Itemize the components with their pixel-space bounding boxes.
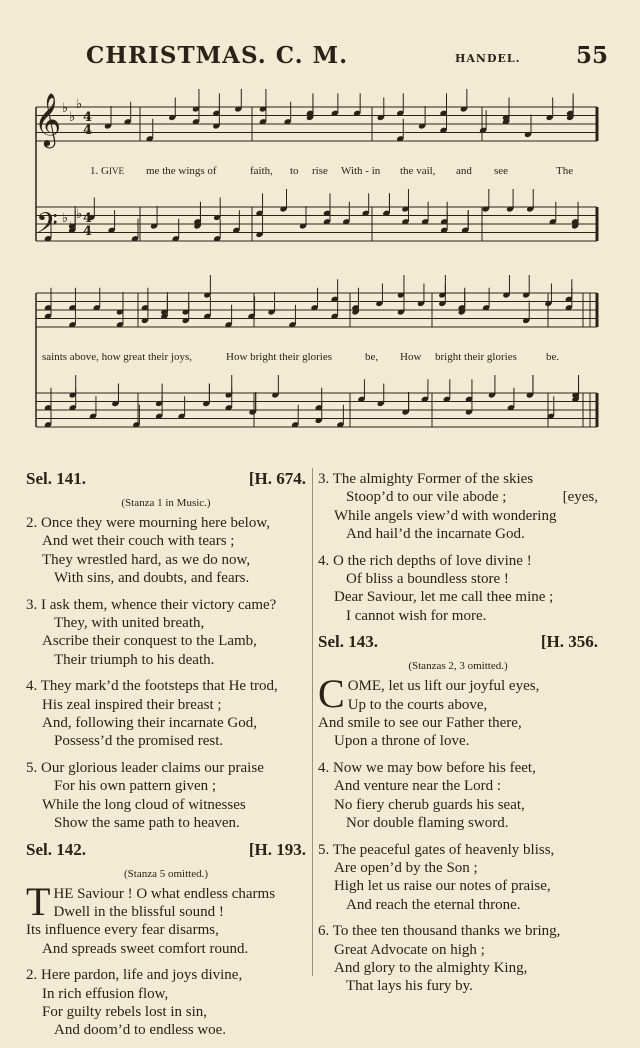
verse-line: For guilty rebels lost in sin, [42,1003,207,1020]
svg-text:4: 4 [83,110,93,125]
verse-line: 4. O the rich depths of love divine ! [318,552,532,569]
stanza [26,596,306,670]
verse-line: I cannot wish for more. [346,607,487,624]
sel-142-title: Sel. 142. [26,839,86,859]
verse-line: With sins, and doubts, and fears. [54,570,250,587]
hymn-title: CHRISTMAS. C. M. [86,42,349,69]
verse-line: 3. The almighty Former of the skies [318,471,534,487]
stanza [26,514,306,588]
svg-text:♭: ♭ [76,207,83,222]
stanza [26,759,306,833]
verse-line: In rich effusion flow, [42,985,169,1002]
verse-line: And reach the eternal throne. [346,896,521,913]
svg-text:𝄢: 𝄢 [36,207,58,247]
stanza [318,671,598,751]
verse-line: And hail’d the incarnate God. [346,526,525,543]
svg-text:♭: ♭ [62,211,69,226]
svg-text:4: 4 [83,211,93,226]
verse-line: And glory to the almighty King, [334,959,528,976]
drop-cap: T [26,878,51,924]
verse-line: Upon a throne of love. [334,733,470,750]
svg-text:4: 4 [83,224,93,239]
verse-line [318,488,598,506]
svg-text:♭: ♭ [69,220,76,235]
svg-text:♭: ♭ [62,101,69,116]
composer-name: HANDEL. [455,52,521,65]
verse-line: Nor double flaming sword. [346,815,509,832]
svg-text:𝄞: 𝄞 [34,92,62,146]
svg-text:♭: ♭ [69,110,76,125]
verse-line: And wet their couch with tears ; [42,533,235,550]
verse-line: And smile to see our Father there, [318,715,522,732]
verse-line: Show the same path to heaven. [54,815,240,832]
verse-line-part: [eyes, [562,489,598,506]
left-column [26,470,306,1048]
verse-line: Dwell in the blissful sound ! [53,903,224,920]
stanza [26,966,306,1040]
verse-line: His zeal inspired their breast ; [42,696,222,713]
verse-line: Great Advocate on high ; [334,941,485,958]
stanza [26,677,306,751]
verse-line: HE Saviour ! O what endless charms [53,885,276,902]
stanza [318,841,598,915]
sel-143-note: (Stanzas 2, 3 omitted.) [408,660,508,673]
stanza [26,878,306,959]
sel-141-heading [26,470,306,494]
sel-141-title: Sel. 141. [26,469,86,488]
verse-line: High let us raise our notes of praise, [334,878,551,895]
page-number: 55 [576,42,609,69]
verse-line: 6. To thee ten thousand thanks we bring, [318,923,561,940]
verse-line: For his own pattern given ; [54,778,217,795]
lyrics-line-2: saints above, how great their joys, How bright their glories be, How bright their glories be. [42,351,560,363]
music-score [0,0,640,450]
verse-line: OME, let us lift our joyful eyes, [347,678,540,695]
verse-line: Its influence every fear disarms, [26,922,219,939]
key-signature [62,97,82,235]
svg-text:4: 4 [83,123,93,138]
sel-142-note: (Stanza 5 omitted.) [123,867,208,880]
sel-141-ref: [H. 674. [248,469,306,488]
stanza [318,922,598,996]
verse-line: And venture near the Lord : [334,778,502,795]
column-divider [312,468,313,976]
verse-line: 4. They mark’d the footsteps that He trod, [26,678,278,695]
verse-line: While the long cloud of witnesses [42,796,246,813]
verse-line: Their triumph to his death. [54,651,215,668]
bar-lines [36,107,597,427]
sel-142-heading [26,841,306,865]
verse-line: And, following their incarnate God, [42,715,257,732]
stanza [318,759,598,833]
verse-line: They, with united breath, [54,615,205,632]
verse-line: No fiery cherub guards his seat, [334,796,525,813]
verse-line: And doom’d to endless woe. [54,1022,227,1039]
right-column [318,470,598,1004]
note-heads [44,89,580,428]
verse-line-part: Stoop’d to our vile abode ; [346,489,507,506]
verse-line: 2. Once they were mourning here below, [26,515,270,531]
verse-line: While angels view’d with wondering [334,507,557,524]
verse-line: Possess’d the promised rest. [54,733,224,750]
verse-line: 5. Our glorious leader claims our praise [26,759,264,776]
verse-line: 2. Here pardon, life and joys divine, [26,967,243,984]
stanza [318,552,598,626]
sel-143-ref: [H. 356. [540,632,598,652]
verse-line: Ascribe their conquest to the Lamb, [42,633,257,650]
drop-cap: C [318,671,345,717]
svg-text:♭: ♭ [76,97,83,112]
verse-line: Dear Saviour, let me call thee mine ; [334,589,554,606]
bass-clef-icon [36,207,58,247]
verse-line: Of bliss a boundless store ! [346,571,509,588]
verse-line: 4. Now we may bow before his feet, [318,759,536,776]
verse-line: That lays his fury by. [346,978,473,995]
verse-line: 5. The peaceful gates of heavenly bliss, [318,841,555,858]
verse-line: Are open’d by the Son ; [334,859,478,876]
sel-141-note: (Stanza 1 in Music.) [121,497,211,509]
verse-line: 3. I ask them, whence their victory came? [26,596,277,613]
staff-lines [36,107,597,427]
verse-line: Up to the courts above, [347,696,488,713]
lyrics-line-1: 1. GIVE me the wings of faith, to rise With - in the vail, and see The [90,165,574,177]
verse-line: They wrestled hard, as we do now, [42,551,251,568]
sel-143-heading [318,633,598,657]
verse-line: And spreads sweet comfort round. [42,940,249,957]
sel-143-title: Sel. 143. [318,632,378,652]
stanza [318,470,598,544]
sel-142-ref: [H. 193. [248,839,306,859]
treble-clef-icon [34,92,61,148]
